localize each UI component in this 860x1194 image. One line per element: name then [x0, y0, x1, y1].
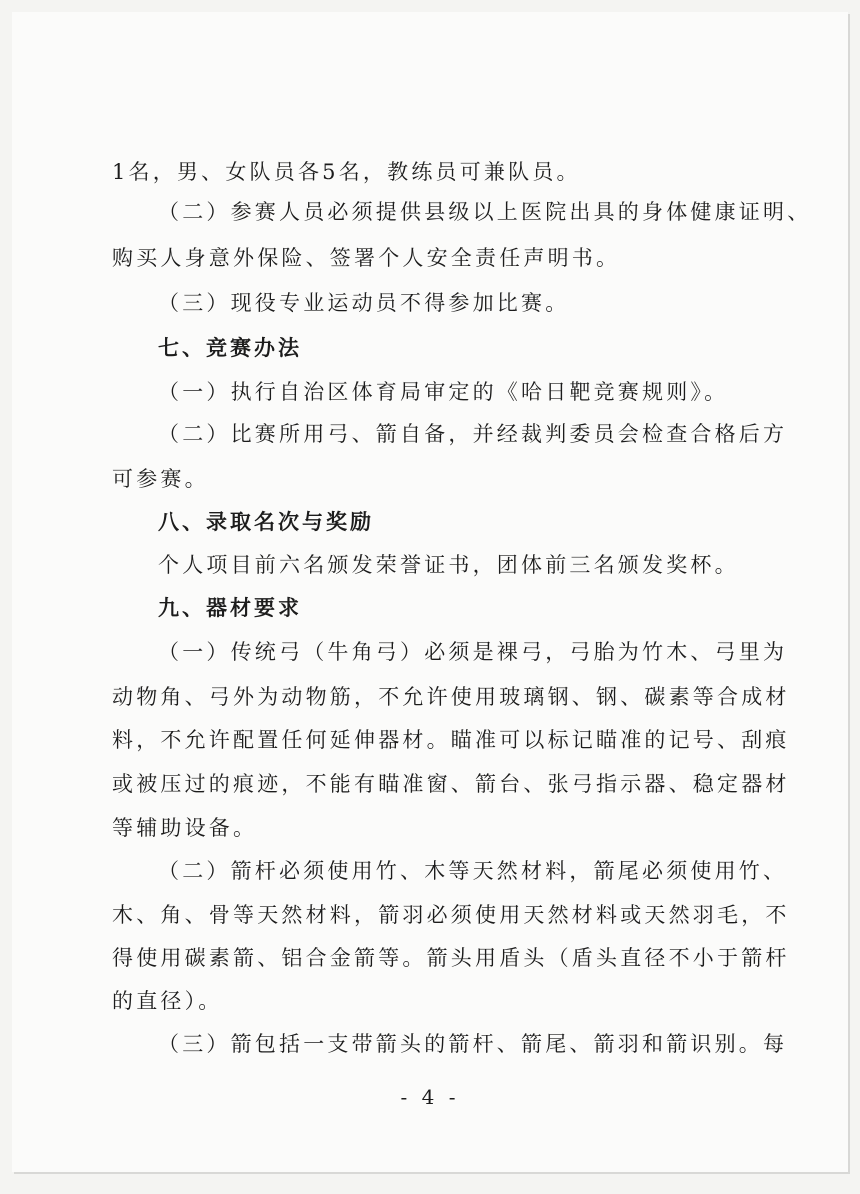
body-line: （二）参赛人员必须提供县级以上医院出具的身体健康证明、 [158, 200, 812, 224]
body-line: 的直径）。 [112, 989, 223, 1013]
body-line: （二）箭杆必须使用竹、木等天然材料，箭尾必须使用竹、 [158, 859, 788, 883]
section-heading: 八、录取名次与奖励 [158, 510, 374, 534]
body-line: （二）比赛所用弓、箭自备，并经裁判委员会检查合格后方 [158, 422, 788, 446]
body-line: （三）箭包括一支带箭头的箭杆、箭尾、箭羽和箭识别。每 [158, 1032, 788, 1056]
body-line: 可参赛。 [112, 467, 209, 491]
body-line: 1名，男、女队员各5名，教练员可兼队员。 [112, 160, 581, 184]
body-line: 或被压过的痕迹，不能有瞄准窗、箭台、张弓指示器、稳定器材 [112, 772, 790, 796]
section-heading: 九、器材要求 [158, 596, 302, 620]
body-line: （三）现役专业运动员不得参加比赛。 [158, 291, 570, 315]
body-line: 木、角、骨等天然材料，箭羽必须使用天然材料或天然羽毛，不 [112, 903, 790, 927]
page-number: - 4 - [400, 1085, 460, 1109]
document-page [12, 12, 848, 1172]
body-line: 动物角、弓外为动物筋，不允许使用玻璃钢、钢、碳素等合成材 [112, 685, 790, 709]
section-heading: 七、竞赛办法 [158, 336, 302, 360]
body-line: （一）执行自治区体育局审定的《哈日靶竞赛规则》。 [158, 380, 729, 404]
body-line: 得使用碳素箭、铝合金箭等。箭头用盾头（盾头直径不小于箭杆 [112, 946, 790, 970]
body-line: 购买人身意外保险、签署个人安全责任声明书。 [112, 246, 621, 270]
body-line: 料，不允许配置任何延伸器材。瞄准可以标记瞄准的记号、刮痕 [112, 728, 790, 752]
body-line: 个人项目前六名颁发荣誉证书，团体前三名颁发奖杯。 [158, 553, 739, 577]
body-line: （一）传统弓（牛角弓）必须是裸弓，弓胎为竹木、弓里为 [158, 640, 788, 664]
body-line: 等辅助设备。 [112, 816, 258, 840]
